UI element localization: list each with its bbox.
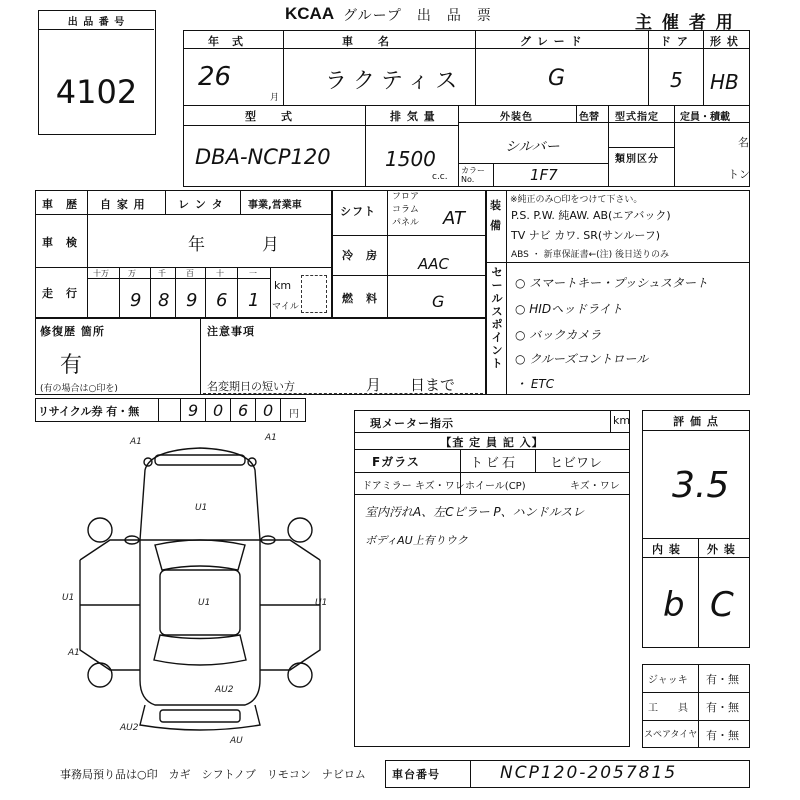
recycle-label: リサイクル券 有・無 <box>38 405 140 418</box>
equipment-row2[interactable]: TV ナビ カワ. SR(サンルーフ) <box>511 229 661 242</box>
chassis-label: 車台番号 <box>392 768 440 781</box>
model-label: 型 式 <box>245 110 293 123</box>
jack-label: ジャッキ <box>648 675 688 686</box>
damage-mark-u1-left: U1 <box>62 593 75 603</box>
mileage-digit-1: 9 <box>130 290 142 311</box>
exterior-label: 外 装 <box>707 543 736 556</box>
car-condition-diagram <box>60 430 350 750</box>
sales-point-1: ○ スマートキー・プッシュスタート <box>515 276 708 290</box>
interior-grade: b <box>663 585 685 625</box>
chassis-value: NCP120-2057815 <box>500 763 678 783</box>
damage-mark-au2-bumper: AU2 <box>120 723 139 733</box>
tools-label: 工 具 <box>648 703 688 714</box>
inspector-comment-2: ボディAU上有りウク <box>365 534 468 547</box>
damage-mark-a1-rear-left: A1 <box>68 648 80 658</box>
sales-point-2: ○ HIDヘッドライト <box>515 302 623 316</box>
year-unit: 月 <box>270 93 280 103</box>
shape-value: HB <box>710 70 739 94</box>
shift-label: シフト <box>340 205 376 218</box>
color-no-value: 1F7 <box>530 166 558 184</box>
digit-label-1: 一 <box>249 269 257 278</box>
shift-value: AT <box>443 208 465 229</box>
shift-option-floor[interactable]: フロア <box>392 192 420 202</box>
inspection-year: 年 <box>188 235 205 255</box>
recycle-digit-4: 0 <box>263 401 274 420</box>
windshield-label: Fガラス <box>372 455 420 469</box>
damage-mark-au2-rear: AU2 <box>215 685 234 695</box>
digit-label-100: 百 <box>186 269 194 278</box>
digit-label-10k: 万 <box>128 269 136 278</box>
mileage-digit-3: 9 <box>186 290 198 311</box>
history-label: 車 歴 <box>42 198 78 211</box>
mile-checkbox[interactable] <box>301 275 327 313</box>
year-label: 年 式 <box>208 35 244 48</box>
displacement-unit: c.c. <box>432 172 448 182</box>
spare-yes-no[interactable]: 有・無 <box>706 729 739 742</box>
form-title: グループ 出 品 票 <box>343 8 492 24</box>
capacity-label: 定員・積載 <box>680 112 730 123</box>
recycle-digit-2: 0 <box>213 401 224 420</box>
door-mirror-value: キズ・ワレ <box>415 481 465 492</box>
organizer-label: 主 催 者 用 <box>635 13 735 33</box>
meter-unit: km <box>613 414 631 427</box>
equipment-row3[interactable]: ABS ・ 新車保証書←(注) 後日送りのみ <box>511 250 670 260</box>
wheel-value: キズ・ワレ <box>570 481 620 492</box>
damage-mark-u1-roof: U1 <box>198 598 211 608</box>
name-change-label: 名変期日の短い方 <box>207 380 295 393</box>
history-rental[interactable]: レ ン タ <box>178 198 224 211</box>
inspector-comment-1: 室内汚れA、左Cピラー P、ハンドルスレ <box>365 505 585 519</box>
sales-point-4: ○ クルーズコントロール <box>515 352 649 366</box>
color-no-label: カラー No. <box>461 166 485 184</box>
capacity-unit-tons: トン <box>728 168 750 181</box>
shape-label: 形 状 <box>710 35 739 48</box>
mile-label: マイル <box>272 302 299 312</box>
mileage-digit-4: 6 <box>216 290 228 311</box>
history-private[interactable]: 自 家 用 <box>100 198 146 211</box>
exterior-color-value: シルバー <box>505 139 560 155</box>
ac-label: 冷 房 <box>342 249 378 262</box>
inspection-month: 月 <box>262 235 279 255</box>
model-value: DBA-NCP120 <box>195 145 331 169</box>
damage-mark-a1-front-right: A1 <box>265 433 277 443</box>
chip-label: トビ石 <box>470 456 519 471</box>
equipment-row1[interactable]: P.S. P.W. 純AW. AB(エアバック) <box>511 209 671 222</box>
name-value: ラクティス <box>325 69 464 94</box>
office-items: 事務局預り品は○印 カギ シフトノブ リモコン ナビロム <box>60 768 366 781</box>
shift-option-column[interactable]: コラム <box>392 205 419 215</box>
repair-note: (有の場合は○印を) <box>40 384 118 394</box>
history-business[interactable]: 事業,営業車 <box>248 200 302 211</box>
damage-mark-a1-front-left: A1 <box>130 437 142 447</box>
doors-value: 5 <box>670 68 683 92</box>
crack-label: ヒビワレ <box>550 456 603 471</box>
wheel-label: ホイール(CP) <box>465 481 526 492</box>
fuel-value: G <box>432 292 445 311</box>
year-value: 26 <box>198 62 232 92</box>
grade-value: G <box>548 66 566 91</box>
recycle-digit-3: 6 <box>238 401 249 420</box>
capacity-unit-persons: 名 <box>738 136 749 149</box>
inspection-label: 車 検 <box>42 236 78 249</box>
exterior-grade: C <box>710 585 734 625</box>
ac-value: AAC <box>418 255 449 273</box>
category-label: 類別区分 <box>615 154 659 165</box>
name-change-day: 日まで <box>410 376 456 394</box>
door-mirror-label: ドアミラー <box>362 481 412 492</box>
name-change-month: 月 <box>366 376 382 394</box>
sales-point-label: セ ー ル ス ポ イ ン ト <box>491 266 503 370</box>
displacement-label: 排 気 量 <box>390 110 436 123</box>
listing-number: 4102 <box>55 73 138 111</box>
spare-label: スペアタイヤ <box>644 730 698 740</box>
digit-label-100k: 十万 <box>93 269 109 278</box>
digit-label-10: 十 <box>216 269 224 278</box>
displacement-value: 1500 <box>385 147 436 171</box>
digit-label-1k: 千 <box>158 269 166 278</box>
kcaa-logo: KCAA <box>285 4 335 23</box>
km-label: km <box>274 279 292 292</box>
damage-mark-au-rear-right: AU <box>230 736 243 746</box>
mileage-label: 走 行 <box>42 287 78 300</box>
listing-number-box <box>38 10 156 135</box>
grade-label: グ レ ー ド <box>520 35 583 48</box>
equipment-label: 装 備 <box>490 199 502 232</box>
doors-label: ド ア <box>660 35 689 48</box>
sales-point-5: ・ ETC <box>515 377 555 391</box>
inspector-label: 【査 定 員 記 入】 <box>440 436 544 449</box>
repair-label: 修復歴 箇所 <box>40 325 105 338</box>
mileage-digit-5: 1 <box>248 290 260 311</box>
fuel-label: 燃 料 <box>342 292 378 305</box>
interior-label: 内 装 <box>652 543 681 556</box>
notes-label: 注意事項 <box>207 325 255 338</box>
listing-number-label: 出 品 番 号 <box>67 17 126 28</box>
damage-mark-u1-hood: U1 <box>195 503 208 513</box>
equipment-note: ※純正のみ○印をつけて下さい。 <box>510 195 643 205</box>
sales-point-3: ○ バックカメラ <box>515 328 602 342</box>
mileage-digit-2: 8 <box>158 290 170 311</box>
color-change-label: 色替 <box>579 112 599 123</box>
damage-mark-u1-right: U1 <box>315 598 328 608</box>
recycle-unit: 円 <box>289 409 299 420</box>
name-label: 車 名 <box>342 35 390 48</box>
type-spec-label: 型式指定 <box>615 112 659 123</box>
meter-label: 現メーター指示 <box>370 417 454 430</box>
exterior-color-label: 外装色 <box>500 112 533 123</box>
evaluation-score: 3.5 <box>672 465 730 506</box>
evaluation-label: 評 価 点 <box>673 415 719 428</box>
tools-yes-no[interactable]: 有・無 <box>706 701 739 714</box>
repair-value: 有 <box>60 353 83 378</box>
recycle-digit-1: 9 <box>188 401 199 420</box>
shift-option-panel[interactable]: パネル <box>392 218 420 228</box>
jack-yes-no[interactable]: 有・無 <box>706 673 739 686</box>
